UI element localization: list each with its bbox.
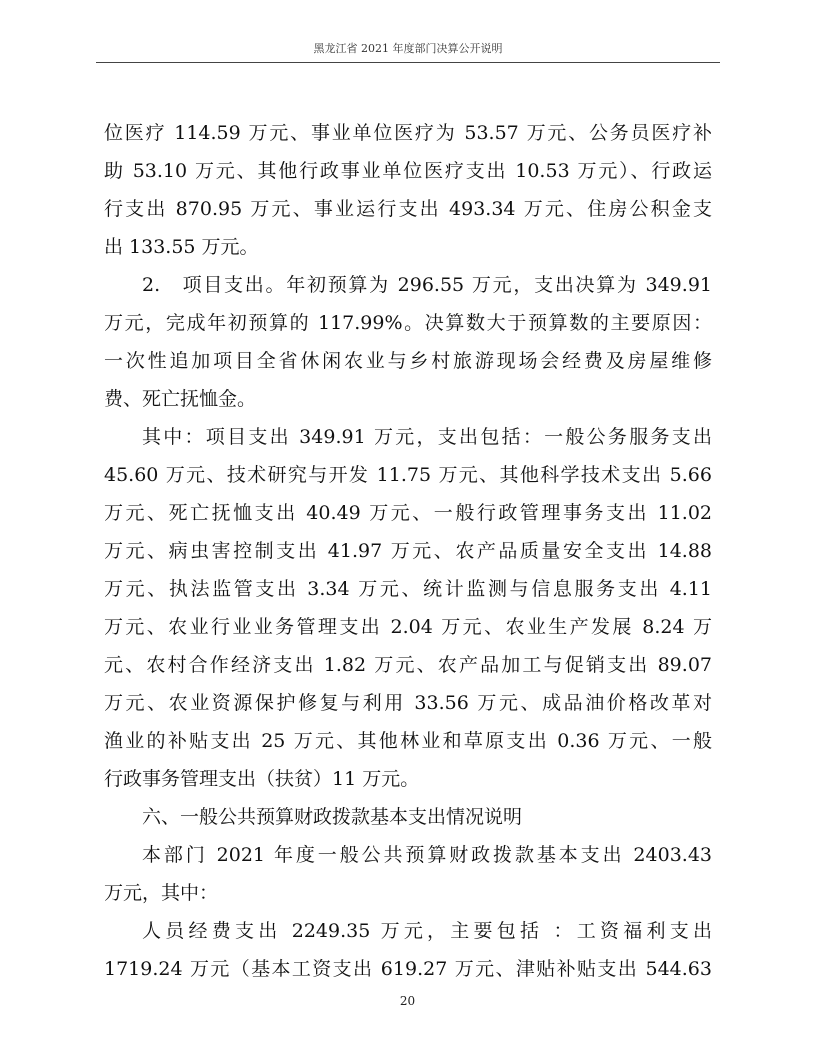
text-line: 45.60 万元、技术研究与开发 11.75 万元、其他科学技术支出 5.66 bbox=[104, 464, 712, 486]
text-line: 万元，完成年初预算的 117.99%。决算数大于预算数的主要原因： bbox=[104, 312, 712, 334]
header-divider bbox=[96, 62, 720, 63]
text-line: 万元、病虫害控制支出 41.97 万元、农产品质量安全支出 14.88 bbox=[104, 540, 712, 562]
text-line: 行支出 870.95 万元、事业运行支出 493.34 万元、住房公积金支 bbox=[104, 198, 712, 220]
text-line: 一次性追加项目全省休闲农业与乡村旅游现场会经费及房屋维修 bbox=[104, 350, 712, 372]
text-line: 万元、农业行业业务管理支出 2.04 万元、农业生产发展 8.24 万 bbox=[104, 616, 712, 638]
text-line: 万元、执法监管支出 3.34 万元、统计监测与信息服务支出 4.11 bbox=[104, 578, 712, 600]
document-body bbox=[104, 114, 712, 988]
text-line: 1719.24 万元（基本工资支出 619.27 万元、津贴补贴支出 544.63 bbox=[104, 958, 712, 980]
text-line: 行政事务管理支出（扶贫）11 万元。 bbox=[104, 768, 420, 790]
text-line: 出 133.55 万元。 bbox=[104, 236, 259, 258]
page-number: 20 bbox=[399, 994, 416, 1008]
text-line: 费、死亡抚恤金。 bbox=[104, 388, 257, 410]
text-line: 位医疗 114.59 万元、事业单位医疗为 53.57 万元、公务员医疗补 bbox=[104, 122, 712, 144]
text-line: 2. 项目支出。年初预算为 296.55 万元，支出决算为 349.91 bbox=[142, 274, 712, 296]
text-line: 万元、农业资源保护修复与利用 33.56 万元、成品油价格改革对 bbox=[104, 692, 712, 714]
text-line: 万元、死亡抚恤支出 40.49 万元、一般行政管理事务支出 11.02 bbox=[104, 502, 712, 524]
text-line: 元、农村合作经济支出 1.82 万元、农产品加工与促销支出 89.07 bbox=[104, 654, 712, 676]
text-line: 助 53.10 万元、其他行政事业单位医疗支出 10.53 万元）、行政运 bbox=[104, 160, 712, 182]
text-line: 万元，其中： bbox=[104, 882, 219, 904]
section-heading: 六、一般公共预算财政拨款基本支出情况说明 bbox=[142, 806, 523, 828]
page-header-title: 黑龙江省 2021 年度部门决算公开说明 bbox=[313, 42, 503, 55]
text-line: 渔业的补贴支出 25 万元、其他林业和草原支出 0.36 万元、一般 bbox=[104, 730, 712, 752]
text-line: 人员经费支出 2249.35 万元，主要包括 ：工资福利支出 bbox=[142, 920, 712, 942]
text-line: 本部门 2021 年度一般公共预算财政拨款基本支出 2403.43 bbox=[142, 844, 712, 866]
text-line: 其中：项目支出 349.91 万元，支出包括：一般公务服务支出 bbox=[142, 426, 712, 448]
